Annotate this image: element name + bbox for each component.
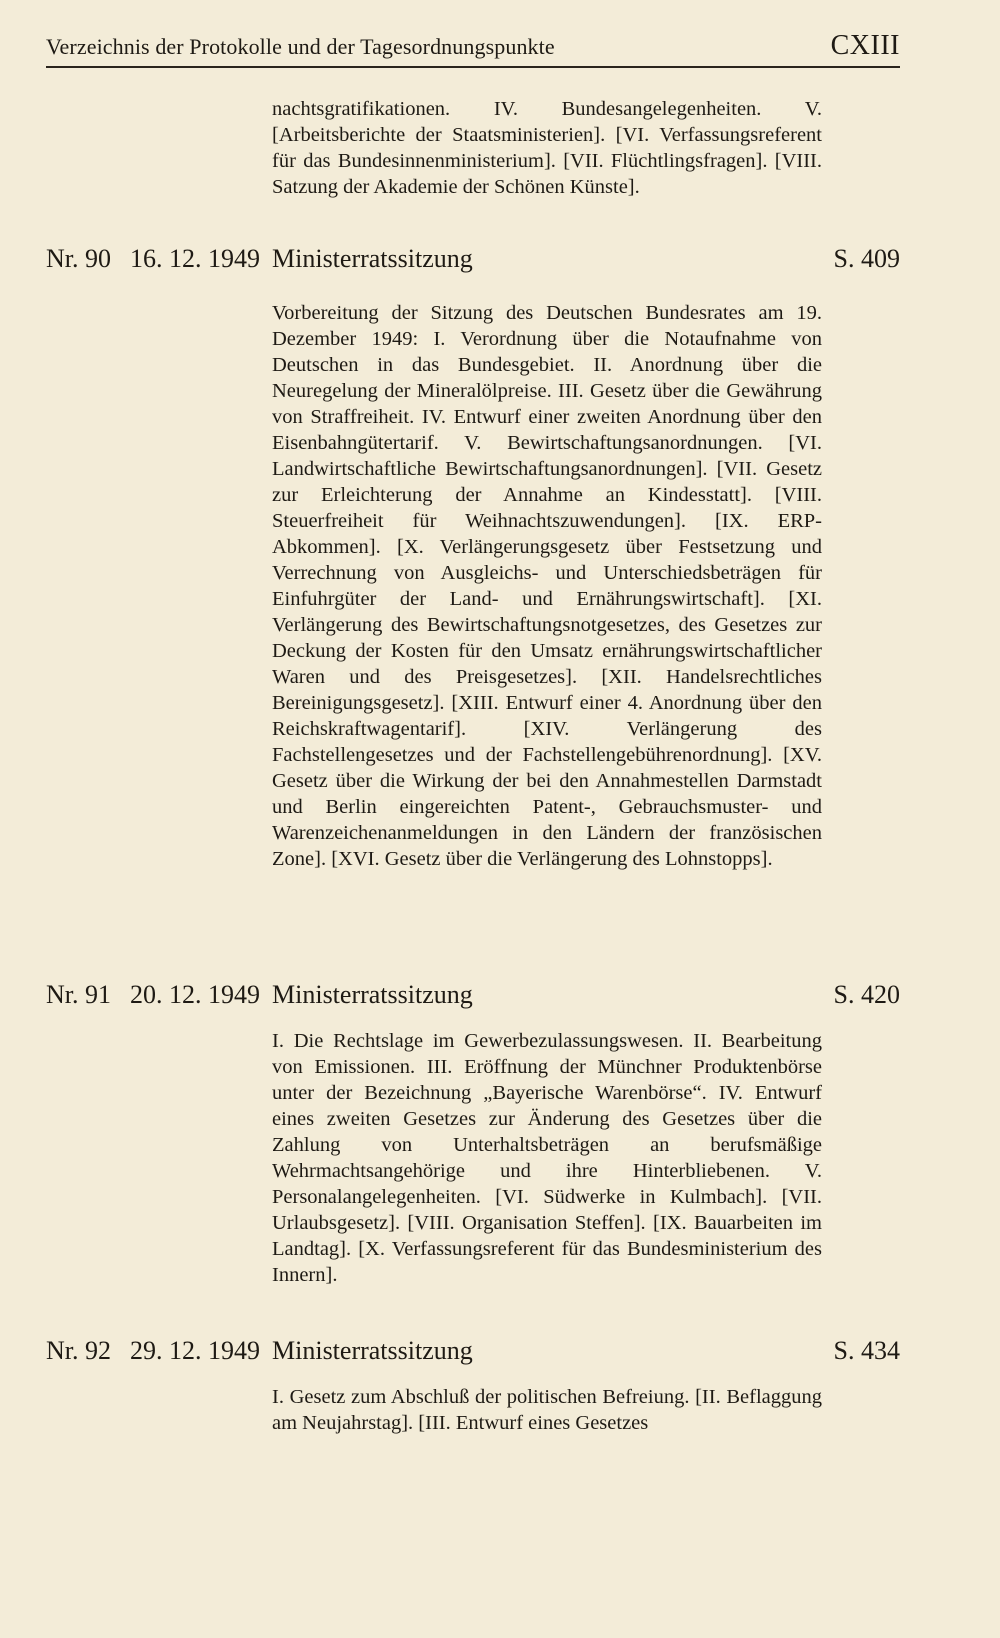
entry-heading-92	[46, 1336, 900, 1370]
entry-heading-91	[46, 980, 900, 1014]
entry-date: 20. 12. 1949	[130, 980, 260, 1009]
entry-agenda-92: I. Gesetz zum Abschluß der politischen Befreiung. [II. Beflaggung am Neujahrstag]. [III. Entwurf eines Gesetzes	[272, 1386, 822, 1434]
continuation-paragraph: nachtsgratifikationen. IV. Bundesangelegenheiten. V. [Arbeitsberichte der Staatsministerien]. [VI. Verfassungsreferent für das Bundesinnenministerium]. [VII. Flüchtlingsfragen]. [VIII. Satzung der Akademie der Schönen Künste].	[272, 98, 822, 198]
entry-number: Nr. 91	[46, 980, 111, 1009]
entry-date: 16. 12. 1949	[130, 244, 260, 273]
entry-page-ref: S. 434	[833, 1336, 900, 1365]
entry-type: Ministerratssitzung	[272, 244, 473, 273]
entry-type: Ministerratssitzung	[272, 980, 473, 1009]
entry-page-ref: S. 409	[833, 244, 900, 273]
entry-heading-90	[46, 244, 900, 278]
entry-type: Ministerratssitzung	[272, 1336, 473, 1365]
entry-number: Nr. 92	[46, 1336, 111, 1365]
entry-number: Nr. 90	[46, 244, 111, 273]
header-title: Verzeichnis der Protokolle und der Tagesordnungspunkte	[46, 34, 555, 59]
entry-date: 29. 12. 1949	[130, 1336, 260, 1365]
page-number: CXIII	[830, 30, 900, 61]
entry-page-ref: S. 420	[833, 980, 900, 1009]
running-header	[46, 30, 900, 68]
entry-agenda-91: I. Die Rechtslage im Gewerbezulassungswesen. II. Bearbeitung von Emissionen. III. Eröffnung der Münchner Produktenbörse unter der Bezeichnung „Bayerische Warenbörse“. IV. Entwurf eines zweiten Gesetzes zur Änderung des Gesetzes über die Zahlung von Unterhaltsbeträgen an berufsmäßige Wehrmachtsangehörige und ihre Hinterbliebenen. V. Personalangelegenheiten. [VI. Südwerke in Kulmbach]. [VII. Urlaubsgesetz]. [VIII. Organisation Steffen]. [IX. Bauarbeiten im Landtag]. [X. Verfassungsreferent für das Bundesministerium des Innern].	[272, 1030, 822, 1286]
entry-agenda-90: Vorbereitung der Sitzung des Deutschen Bundesrates am 19. Dezember 1949: I. Verordnung über die Notaufnahme von Deutschen in das Bundesgebiet. II. Anordnung über die Neuregelung der Mineralölpreise. III. Gesetz über die Gewährung von Straffreiheit. IV. Entwurf einer zweiten Anordnung über den Eisenbahngütertarif. V. Bewirtschaftungsanordnungen. [VI. Landwirtschaftliche Bewirtschaftungsanordnungen]. [VII. Gesetz zur Erleichterung der Annahme an Kindesstatt]. [VIII. Steuerfreiheit für Weihnachtszuwendungen]. [IX. ERP-Abkommen]. [X. Verlängerungsgesetz über Festsetzung und Verrechnung von Ausgleichs- und Unterschiedsbeträgen für Einfuhrgüter der Land- und Ernährungswirtschaft]. [XI. Verlängerung des Bewirtschaftungsnotgesetzes, des Gesetzes zur Deckung der Kosten für den Umsatz ernährungswirtschaftlicher Waren und des Preisgesetzes]. [XII. Handelsrechtliches Bereinigungsgesetz]. [XIII. Entwurf einer 4. Anordnung über den Reichskraftwagentarif]. [XIV. Verlängerung des Fachstellengesetzes und der Fachstellengebührenordnung]. [XV. Gesetz über die Wirkung der bei den Annahmestellen Darmstadt und Berlin eingereichten Patent-, Gebrauchsmuster- und Warenzeichenanmeldungen in den Ländern der französischen Zone]. [XVI. Gesetz über die Verlängerung des Lohnstopps].	[272, 302, 822, 870]
